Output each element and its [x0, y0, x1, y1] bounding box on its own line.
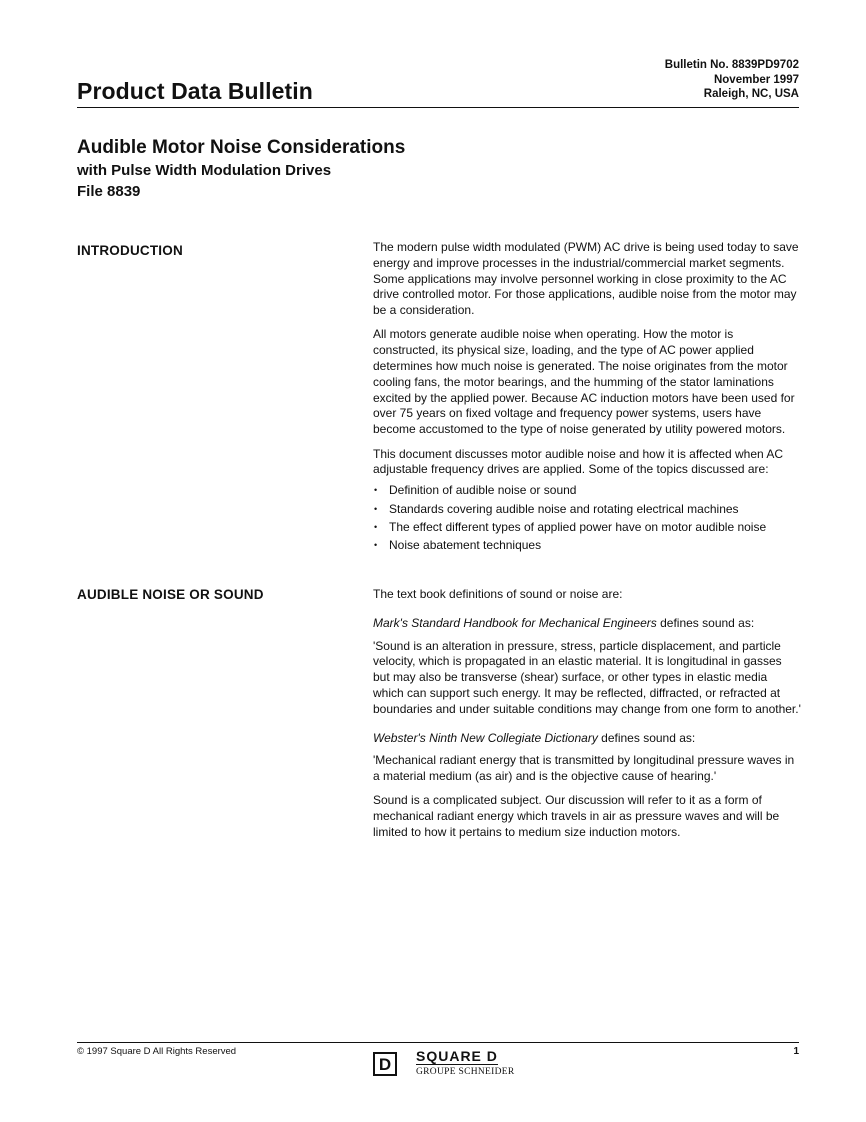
audible-noise-intro: The text book definitions of sound or noise are: — [373, 587, 623, 601]
bulletin-date: November 1997 — [713, 73, 799, 86]
source-citation — [373, 731, 801, 747]
bullet-icon: • — [374, 521, 378, 532]
bullet-icon: • — [374, 540, 378, 551]
definition-quote: 'Mechanical radiant energy that is transmitted by longitudinal pressure waves in a material medium (as air) and is the objective cause of hearing.' — [373, 753, 795, 784]
square-d-logo-icon — [373, 1052, 397, 1076]
bulletin-header-title: Product Data Bulletin — [77, 78, 313, 104]
source-title: Webster's Ninth New Collegiate Dictionary — [373, 730, 598, 745]
list-item — [373, 518, 801, 536]
bulletin-location: Raleigh, NC, USA — [703, 88, 799, 100]
list-item — [373, 481, 801, 499]
introduction-paragraph: The modern pulse width modulated (PWM) AC drive is being used today to save energy and improve processes in the industrial/commercial market segments. Some applications may involve personnel working in close proximity to the AC drive controlled motor. For those applications, audible noise from the motor may be a consideration. — [373, 240, 799, 318]
document-subtitle: with Pulse Width Modulation Drives — [77, 162, 332, 179]
introduction-body — [373, 240, 801, 555]
section-heading-introduction: INTRODUCTION — [77, 243, 183, 258]
document-title: Audible Motor Noise Considerations — [77, 137, 406, 158]
bullet-icon: • — [374, 485, 378, 496]
page-number: 1 — [793, 1046, 799, 1057]
definition-quote: 'Sound is an alteration in pressure, stress, particle displacement, and particle velocity, which is propagated in an elastic material. It is longitudinal in gasses but may also be transverse (shear) surface, or other types in elastic media which can support such energy. It may be reflected, diffracted, or refracted at boundaries and under suitable conditions may change from one form to another.' — [373, 638, 801, 716]
audible-noise-body — [373, 587, 801, 841]
bullet-icon: • — [374, 503, 378, 514]
section-heading-audible-noise: AUDIBLE NOISE OR SOUND — [77, 587, 264, 602]
bulletin-number: Bulletin No. 8839PD9702 — [664, 59, 799, 71]
topic-text: Definition of audible noise or sound — [389, 483, 577, 498]
list-item — [373, 536, 801, 554]
introduction-paragraph: All motors generate audible noise when operating. How the motor is constructed, its physical size, loading, and the type of AC power applied determines how much noise is generated. The noise originates from the motor cooling fans, the motor bearings, and the humming of the stator laminations excited by the applied power. Because AC induction motors have been used for over 75 years on fixed voltage and frequency power systems, users have become accustomed to the type of noise generated by utility powered motors. — [373, 327, 795, 437]
introduction-paragraph: This document discusses motor audible noise and how it is affected when AC adjustable frequency drives are applied. Some of the topics discussed are: — [373, 446, 784, 477]
list-item — [373, 500, 801, 518]
source-title: Mark's Standard Handbook for Mechanical Engineers — [373, 615, 657, 630]
header-divider — [77, 107, 799, 108]
company-name: SQUARE D — [416, 1048, 498, 1064]
audible-noise-summary: Sound is a complicated subject. Our discussion will refer to it as a form of mechanical radiant energy which travels in air as pressure waves and will be limited to how it pertains to medium size induction motors. — [373, 793, 780, 840]
topic-text: Standards covering audible noise and rotating electrical machines — [389, 501, 739, 516]
topic-text: Noise abatement techniques — [389, 538, 542, 553]
document-file-number: File 8839 — [77, 183, 141, 200]
footer-divider — [77, 1042, 799, 1043]
topics-list — [373, 481, 801, 555]
source-suffix: defines sound as: — [597, 730, 696, 745]
logo-letter: D — [378, 1054, 392, 1074]
bulletin-meta — [665, 58, 799, 102]
topic-text: The effect different types of applied power have on motor audible noise — [389, 519, 767, 534]
copyright-notice: © 1997 Square D All Rights Reserved — [77, 1046, 237, 1057]
source-citation — [373, 616, 801, 632]
source-suffix: defines sound as: — [656, 615, 755, 630]
company-tagline: GROUPE SCHNEIDER — [416, 1067, 515, 1077]
